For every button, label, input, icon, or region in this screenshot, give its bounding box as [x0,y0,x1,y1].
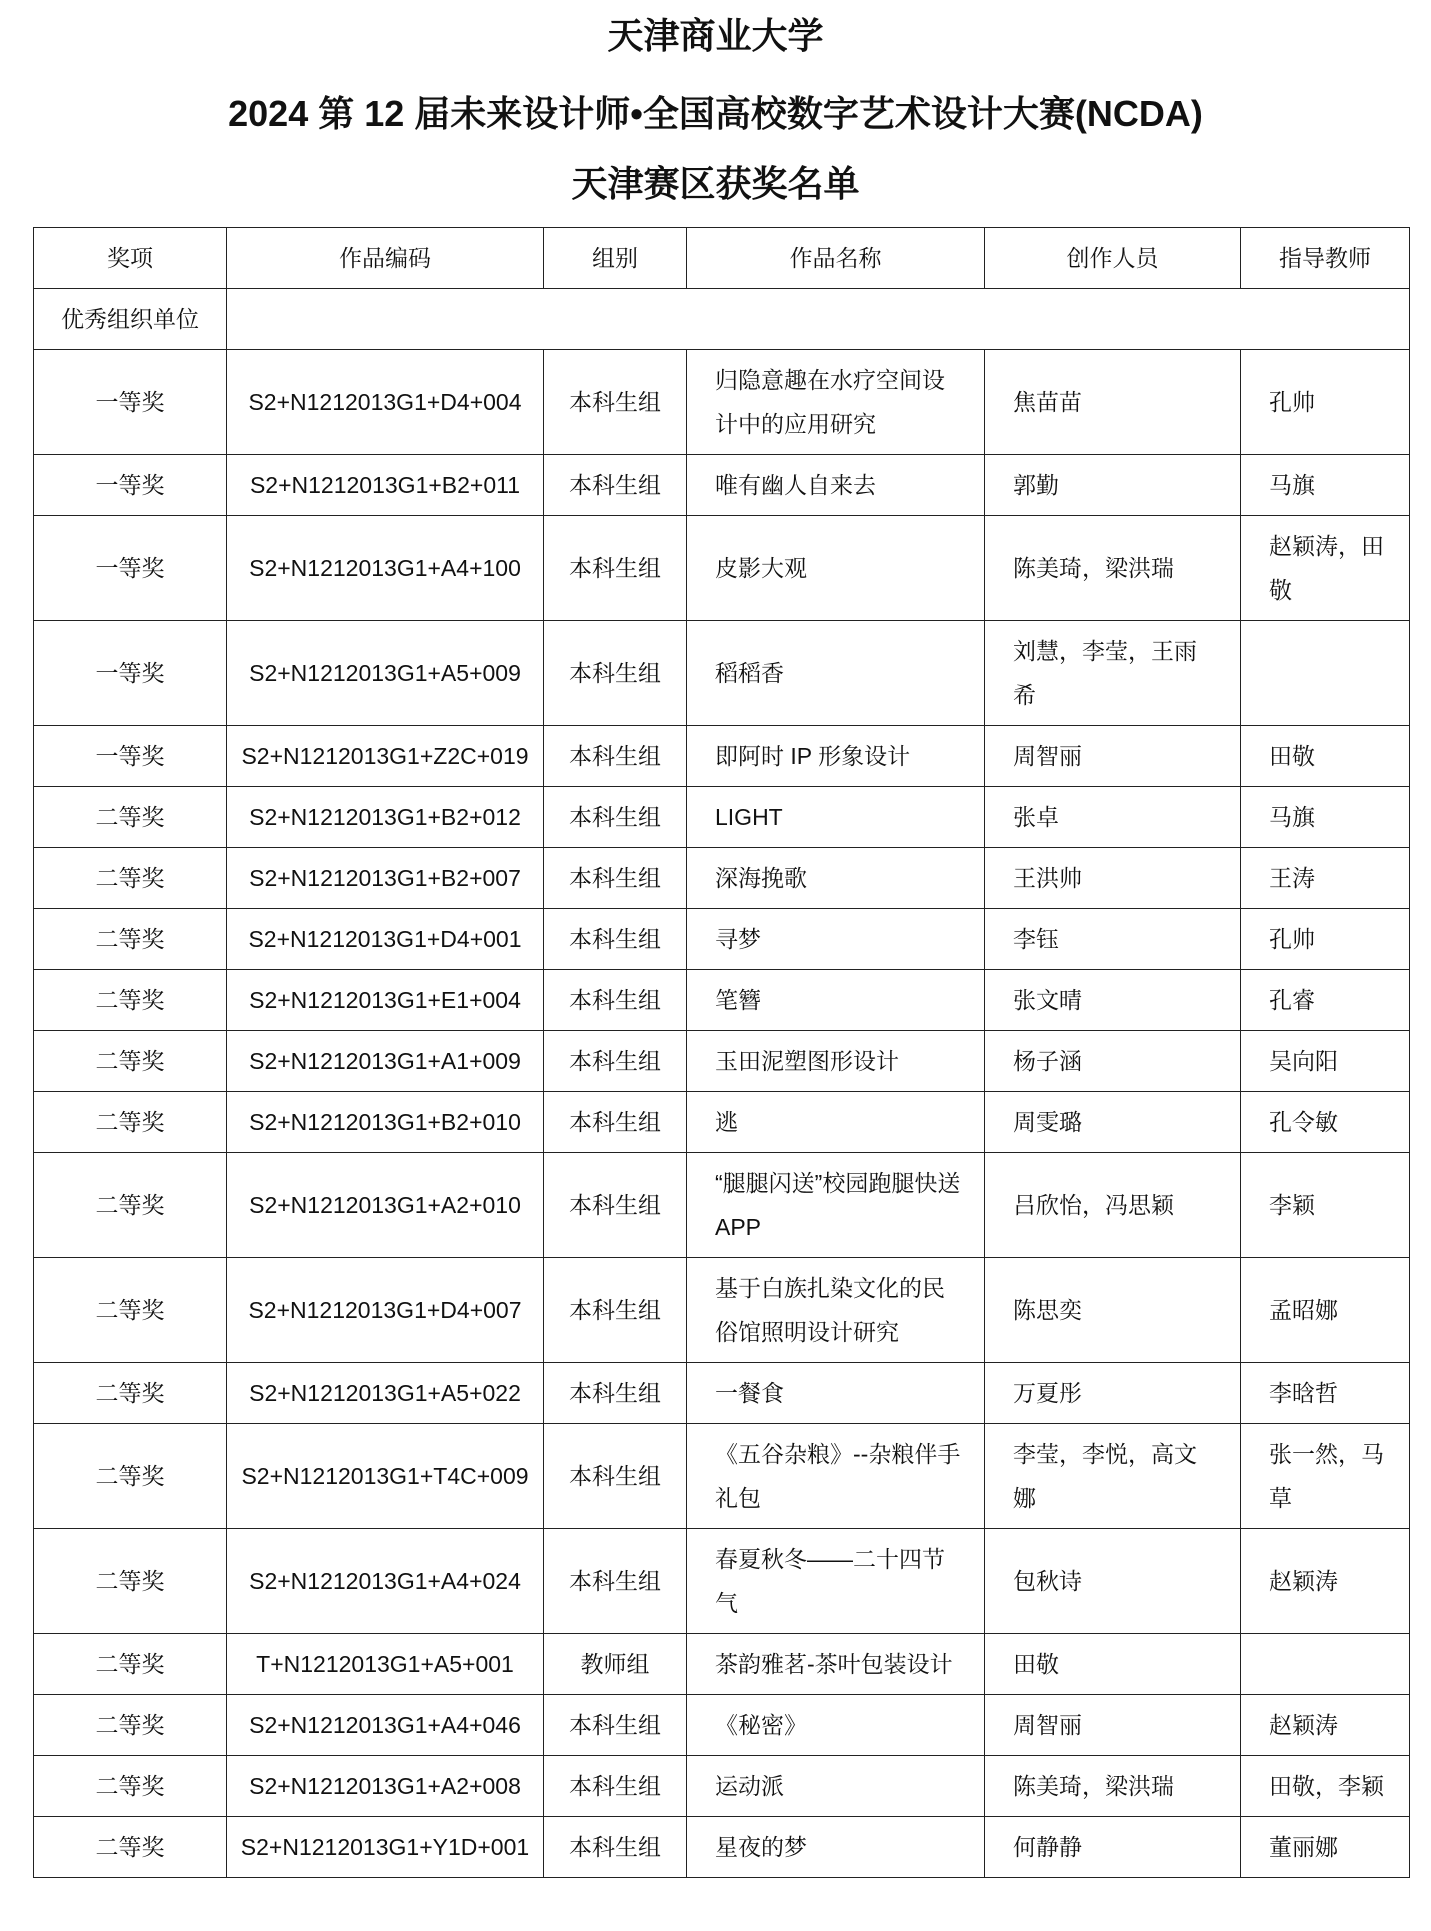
work-name-cell: “腿腿闪送”校园跑腿快送 APP [687,1153,985,1258]
table-row [34,726,1410,787]
creators-cell: 周智丽 [985,1695,1241,1756]
table-row [34,1634,1410,1695]
code-cell: S2+N1212013G1+A1+009 [227,1031,544,1092]
advisors-cell: 马旗 [1241,787,1410,848]
code-cell: S2+N1212013G1+Y1D+001 [227,1817,544,1878]
creators-cell: 万夏彤 [985,1363,1241,1424]
work-name-cell: 逃 [687,1092,985,1153]
table-row [34,516,1410,621]
advisors-cell: 孟昭娜 [1241,1258,1410,1363]
advisors-cell: 田敬，李颖 [1241,1756,1410,1817]
creators-cell: 陈美琦，梁洪瑞 [985,516,1241,621]
table-row [34,1031,1410,1092]
group-cell: 本科生组 [544,909,687,970]
org-row [34,289,1410,350]
table-row [34,1258,1410,1363]
university-title: 天津商业大学 [607,15,824,56]
table-header-row [34,228,1410,289]
work-name-cell: 皮影大观 [687,516,985,621]
header-award: 奖项 [34,228,227,289]
work-name-cell: 运动派 [687,1756,985,1817]
group-cell: 本科生组 [544,848,687,909]
code-cell: S2+N1212013G1+A5+009 [227,621,544,726]
work-name-cell: 一餐食 [687,1363,985,1424]
creators-cell: 焦苗苗 [985,350,1241,455]
advisors-cell: 孔帅 [1241,350,1410,455]
work-name-cell: 深海挽歌 [687,848,985,909]
award-cell: 二等奖 [34,1092,227,1153]
group-cell: 本科生组 [544,1756,687,1817]
group-cell: 本科生组 [544,1529,687,1634]
creators-cell: 周智丽 [985,726,1241,787]
group-cell: 本科生组 [544,1695,687,1756]
work-name-cell: 笔簪 [687,970,985,1031]
advisors-cell: 吴向阳 [1241,1031,1410,1092]
group-cell: 本科生组 [544,1363,687,1424]
advisors-cell [1241,621,1410,726]
award-cell: 二等奖 [34,1424,227,1529]
advisors-cell: 赵颖涛 [1241,1695,1410,1756]
group-cell: 本科生组 [544,1258,687,1363]
org-row-label: 优秀组织单位 [34,289,227,350]
header-work-name: 作品名称 [687,228,985,289]
table-row [34,1153,1410,1258]
award-table [33,227,1410,1878]
award-cell: 二等奖 [34,1031,227,1092]
table-row [34,350,1410,455]
group-cell: 本科生组 [544,1031,687,1092]
creators-cell: 李莹，李悦，高文娜 [985,1424,1241,1529]
code-cell: S2+N1212013G1+B2+007 [227,848,544,909]
code-cell: S2+N1212013G1+A2+008 [227,1756,544,1817]
award-cell: 二等奖 [34,1756,227,1817]
work-name-cell: 春夏秋冬——二十四节气 [687,1529,985,1634]
creators-cell: 郭勤 [985,455,1241,516]
award-cell: 一等奖 [34,726,227,787]
group-cell: 本科生组 [544,621,687,726]
code-cell: S2+N1212013G1+T4C+009 [227,1424,544,1529]
work-name-cell: 基于白族扎染文化的民俗馆照明设计研究 [687,1258,985,1363]
code-cell: S2+N1212013G1+A4+100 [227,516,544,621]
header-code: 作品编码 [227,228,544,289]
table-row [34,1529,1410,1634]
code-cell: S2+N1212013G1+A4+046 [227,1695,544,1756]
award-cell: 二等奖 [34,1817,227,1878]
table-row [34,787,1410,848]
group-cell: 教师组 [544,1634,687,1695]
work-name-cell: 归隐意趣在水疗空间设计中的应用研究 [687,350,985,455]
advisors-cell: 孔帅 [1241,909,1410,970]
award-cell: 二等奖 [34,1529,227,1634]
award-cell: 二等奖 [34,848,227,909]
creators-cell: 刘慧，李莹，王雨希 [985,621,1241,726]
code-cell: T+N1212013G1+A5+001 [227,1634,544,1695]
table-row [34,1424,1410,1529]
table-row [34,1695,1410,1756]
code-cell: S2+N1212013G1+A5+022 [227,1363,544,1424]
advisors-cell: 孔睿 [1241,970,1410,1031]
table-row [34,848,1410,909]
advisors-cell: 赵颖涛 [1241,1529,1410,1634]
advisors-cell: 王涛 [1241,848,1410,909]
work-name-cell: 寻梦 [687,909,985,970]
group-cell: 本科生组 [544,1153,687,1258]
table-row [34,1363,1410,1424]
code-cell: S2+N1212013G1+D4+007 [227,1258,544,1363]
creators-cell: 张文晴 [985,970,1241,1031]
advisors-cell: 董丽娜 [1241,1817,1410,1878]
award-cell: 一等奖 [34,516,227,621]
code-cell: S2+N1212013G1+D4+004 [227,350,544,455]
table-row [34,455,1410,516]
advisors-cell: 赵颖涛，田敬 [1241,516,1410,621]
advisors-cell: 马旗 [1241,455,1410,516]
advisors-cell: 张一然，马草 [1241,1424,1410,1529]
creators-cell: 陈思奕 [985,1258,1241,1363]
code-cell: S2+N1212013G1+E1+004 [227,970,544,1031]
code-cell: S2+N1212013G1+A4+024 [227,1529,544,1634]
code-cell: S2+N1212013G1+D4+001 [227,909,544,970]
group-cell: 本科生组 [544,455,687,516]
group-cell: 本科生组 [544,726,687,787]
award-cell: 二等奖 [34,970,227,1031]
org-row-value [227,289,1410,350]
award-cell: 二等奖 [34,1363,227,1424]
work-name-cell: 《秘密》 [687,1695,985,1756]
group-cell: 本科生组 [544,787,687,848]
work-name-cell: 星夜的梦 [687,1817,985,1878]
header-advisors: 指导教师 [1241,228,1410,289]
code-cell: S2+N1212013G1+B2+012 [227,787,544,848]
award-cell: 二等奖 [34,1695,227,1756]
award-cell: 一等奖 [34,621,227,726]
competition-title: 2024 第 12 届未来设计师•全国高校数字艺术设计大赛(NCDA) [228,93,1203,134]
group-cell: 本科生组 [544,1817,687,1878]
creators-cell: 吕欣怡，冯思颖 [985,1153,1241,1258]
award-cell: 二等奖 [34,1153,227,1258]
work-name-cell: LIGHT [687,787,985,848]
creators-cell: 张卓 [985,787,1241,848]
group-cell: 本科生组 [544,970,687,1031]
work-name-cell: 《五谷杂粮》--杂粮伴手礼包 [687,1424,985,1529]
header-creators: 创作人员 [985,228,1241,289]
advisors-cell: 李颖 [1241,1153,1410,1258]
table-row [34,1817,1410,1878]
work-name-cell: 即阿时 IP 形象设计 [687,726,985,787]
work-name-cell: 稻稻香 [687,621,985,726]
advisors-cell: 李晗哲 [1241,1363,1410,1424]
creators-cell: 田敬 [985,1634,1241,1695]
code-cell: S2+N1212013G1+Z2C+019 [227,726,544,787]
code-cell: S2+N1212013G1+B2+010 [227,1092,544,1153]
group-cell: 本科生组 [544,516,687,621]
creators-cell: 陈美琦，梁洪瑞 [985,1756,1241,1817]
creators-cell: 包秋诗 [985,1529,1241,1634]
award-cell: 二等奖 [34,787,227,848]
work-name-cell: 玉田泥塑图形设计 [687,1031,985,1092]
table-row [34,1092,1410,1153]
table-row [34,1756,1410,1817]
creators-cell: 何静静 [985,1817,1241,1878]
award-cell: 一等奖 [34,455,227,516]
list-title: 天津赛区获奖名单 [571,163,860,204]
advisors-cell [1241,1634,1410,1695]
group-cell: 本科生组 [544,1092,687,1153]
award-cell: 二等奖 [34,1634,227,1695]
code-cell: S2+N1212013G1+B2+011 [227,455,544,516]
group-cell: 本科生组 [544,1424,687,1529]
creators-cell: 王洪帅 [985,848,1241,909]
award-cell: 二等奖 [34,909,227,970]
work-name-cell: 唯有幽人自来去 [687,455,985,516]
creators-cell: 周雯璐 [985,1092,1241,1153]
award-cell: 二等奖 [34,1258,227,1363]
advisors-cell: 田敬 [1241,726,1410,787]
table-row [34,621,1410,726]
code-cell: S2+N1212013G1+A2+010 [227,1153,544,1258]
creators-cell: 杨子涵 [985,1031,1241,1092]
work-name-cell: 茶韵雅茗-茶叶包装设计 [687,1634,985,1695]
table-row [34,970,1410,1031]
group-cell: 本科生组 [544,350,687,455]
header-group: 组别 [544,228,687,289]
creators-cell: 李钰 [985,909,1241,970]
advisors-cell: 孔令敏 [1241,1092,1410,1153]
award-cell: 一等奖 [34,350,227,455]
table-row [34,909,1410,970]
